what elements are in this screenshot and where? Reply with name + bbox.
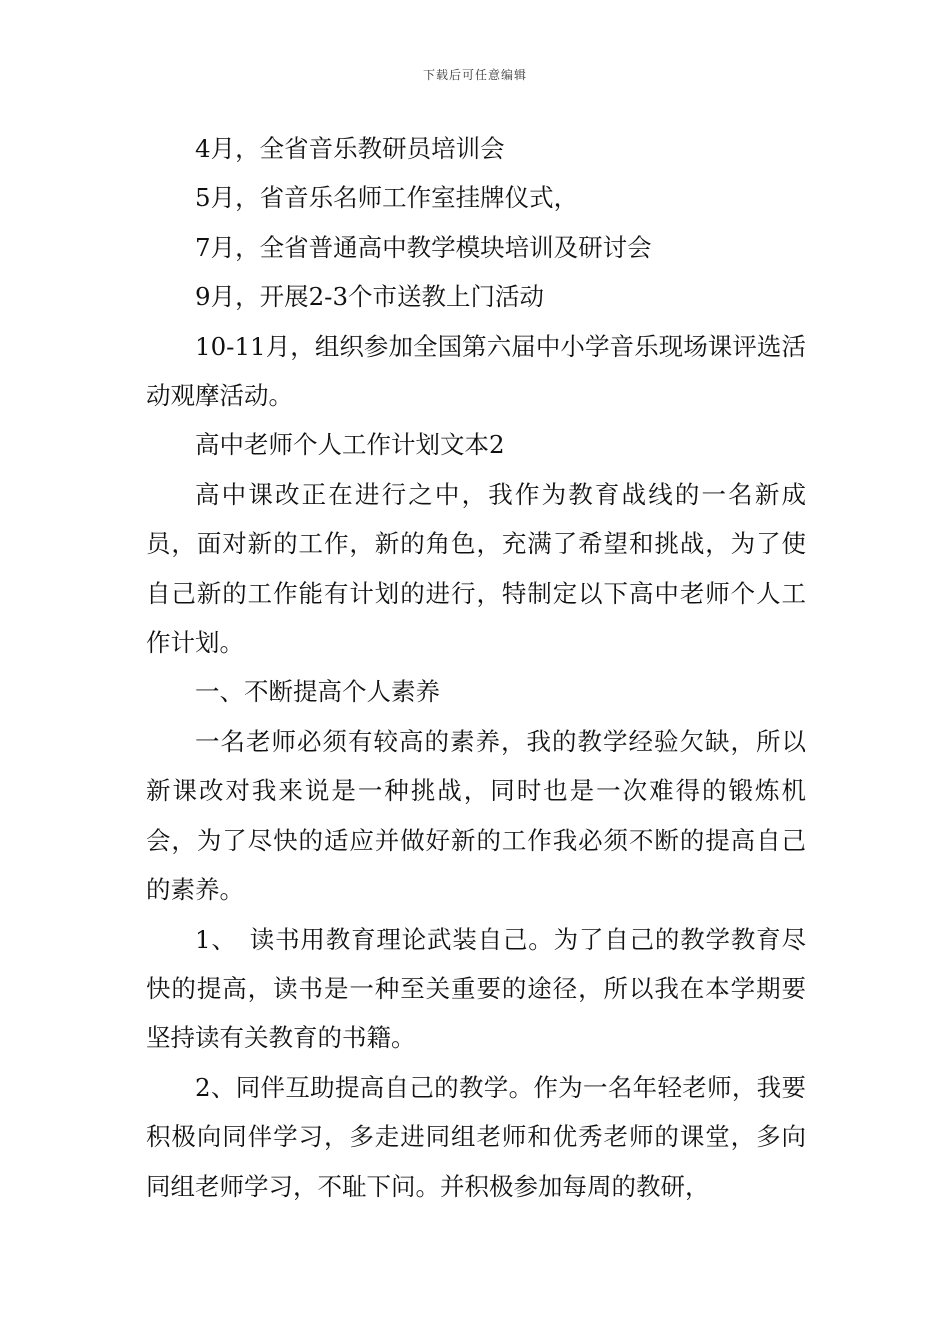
- paragraph-july: 7月，全省普通高中教学模块培训及研讨会: [195, 232, 652, 262]
- page-header: 下载后可任意编辑: [422, 68, 527, 82]
- paragraph-intro: 高中课改正在进行之中，我作为教育战线的一名新成员，面对新的工作，新的角色，充满了希望和挑战，为了使自己新的工作能有计划的进行，特制定以下高中老师个人工作计划。: [146, 479, 806, 658]
- section-title: 高中老师个人工作计划文本2: [195, 430, 505, 460]
- paragraph-peer-help: 2、同伴互助提高自己的教学。作为一名年轻老师，我要积极向同伴学习，多走进同组老师和优秀老师的课堂，多向同组老师学习，不耻下问。并积极参加每周的教研，: [146, 1072, 806, 1201]
- paragraph-april: 4月，全省音乐教研员培训会: [195, 134, 505, 163]
- paragraph-october-november: 10-11月，组织参加全国第六届中小学音乐现场课评选活动观摩活动。: [146, 331, 806, 411]
- paragraph-literacy: 一名老师必须有较高的素养，我的教学经验欠缺，所以新课改对我来说是一种挑战，同时也是一次难得的锻炼机会，为了尽快的适应并做好新的工作我必须不断的提高自己的素养。: [146, 726, 806, 905]
- paragraph-reading: 1、 读书用教育理论武装自己。为了自己的教学教育尽快的提高，读书是一种至关重要的途径，所以我在本学期要坚持读有关教育的书籍。: [146, 924, 806, 1053]
- heading-improve-literacy: 一、不断提高个人素养: [195, 677, 440, 707]
- document-body: [146, 124, 806, 1211]
- paragraph-may: 5月，省音乐名师工作室挂牌仪式，: [195, 183, 579, 213]
- paragraph-september: 9月，开展2-3个市送教上门活动: [195, 282, 545, 312]
